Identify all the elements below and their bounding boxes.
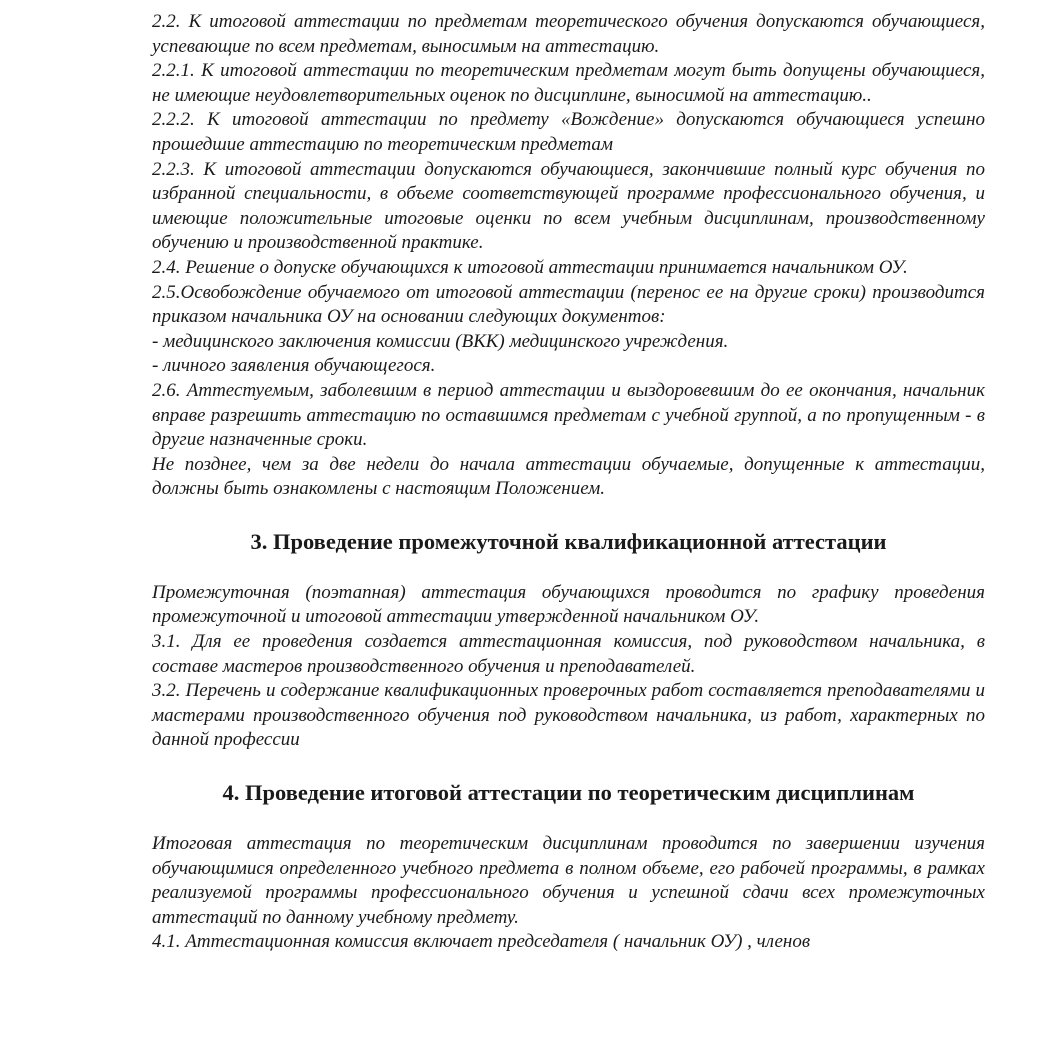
section-2-admission [152,10,985,502]
section-3-heading: 3. Проведение промежуточной квалификационной аттестации [250,528,887,554]
paragraph-4-intro: Итоговая аттестация по теоретическим дисциплинам проводится по завершении изучения обучающимися определенного учебного предмета в полном объеме, его рабочей программы, в рамках реализуемой программы профессионального обучения и успешной сдачи всех промежуточных аттестаций по данному учебному предмету. [152,833,985,928]
paragraph-familiarization: Не позднее, чем за две недели до начала аттестации обучаемые, допущенные к аттестации, должны быть ознакомлены с настоящим Положением. [152,453,985,500]
paragraph-2-2: 2.2. К итоговой аттестации по предметам теоретического обучения допускаются обучающиеся, успевающие по всем предметам, выносимым на аттестацию. [152,11,985,57]
section-4-heading: 4. Проведение итоговой аттестации по теоретическим дисциплинам [222,780,915,806]
list-item-personal-statement: - личного заявления обучающегося. [152,355,436,377]
paragraph-3-intro: Промежуточная (поэтапная) аттестация обучающихся проводится по графику проведения промежуточной и итоговой аттестации утвержденной начальником ОУ. [152,581,985,628]
document-page [152,10,985,955]
paragraph-2-4: 2.4. Решение о допуске обучающихся к итоговой аттестации принимается начальником ОУ. [152,256,908,278]
paragraph-3-1: 3.1. Для ее проведения создается аттестационная комиссия, под руководством начальника, в составе мастеров производственного обучения и преподавателей. [152,631,985,677]
list-item-medical-conclusion: - медицинского заключения комиссии (ВКК) медицинского учреждения. [152,330,729,352]
paragraph-2-2-2: 2.2.2. К итоговой аттестации по предмету «Вождение» допускаются обучающиеся успешно прошедшие аттестацию по теоретическим предметам [152,109,985,155]
section-4-final-attestation [152,832,985,955]
paragraph-2-5: 2.5.Освобождение обучаемого от итоговой аттестации (перенос ее на другие сроки) производится приказом начальника ОУ на основании следующих документов: [152,281,985,328]
paragraph-2-2-1: 2.2.1. К итоговой аттестации по теоретическим предметам могут быть допущены обучающиеся, не имеющие неудовлетворительных оценок по дисциплине, выносимой на аттестацию.. [152,60,985,106]
paragraph-2-2-3: 2.2.3. К итоговой аттестации допускаются обучающиеся, закончившие полный курс обучения по избранной специальности, в объеме соответствующей программе профессионального обучения, и имеющие положительные итоговые оценки по всем учебным дисциплинам, производственному обучению и производственной практике. [152,158,985,254]
paragraph-2-6: 2.6. Аттестуемым, заболевшим в период аттестации и выздоровевшим до ее окончания, начальник вправе разрешить аттестацию по оставшимся предметам с учебной группой, а по пропущенным - в другие назначенные сроки. [152,379,985,451]
section-3-intermediate-attestation [152,581,985,753]
paragraph-3-2: 3.2. Перечень и содержание квалификационных проверочных работ составляется преподавателями и мастерами производственного обучения под руководством начальника, из работ, характерных по данной профессии [152,680,985,751]
paragraph-4-1: 4.1. Аттестационная комиссия включает председателя ( начальник ОУ) , членов [152,931,811,953]
